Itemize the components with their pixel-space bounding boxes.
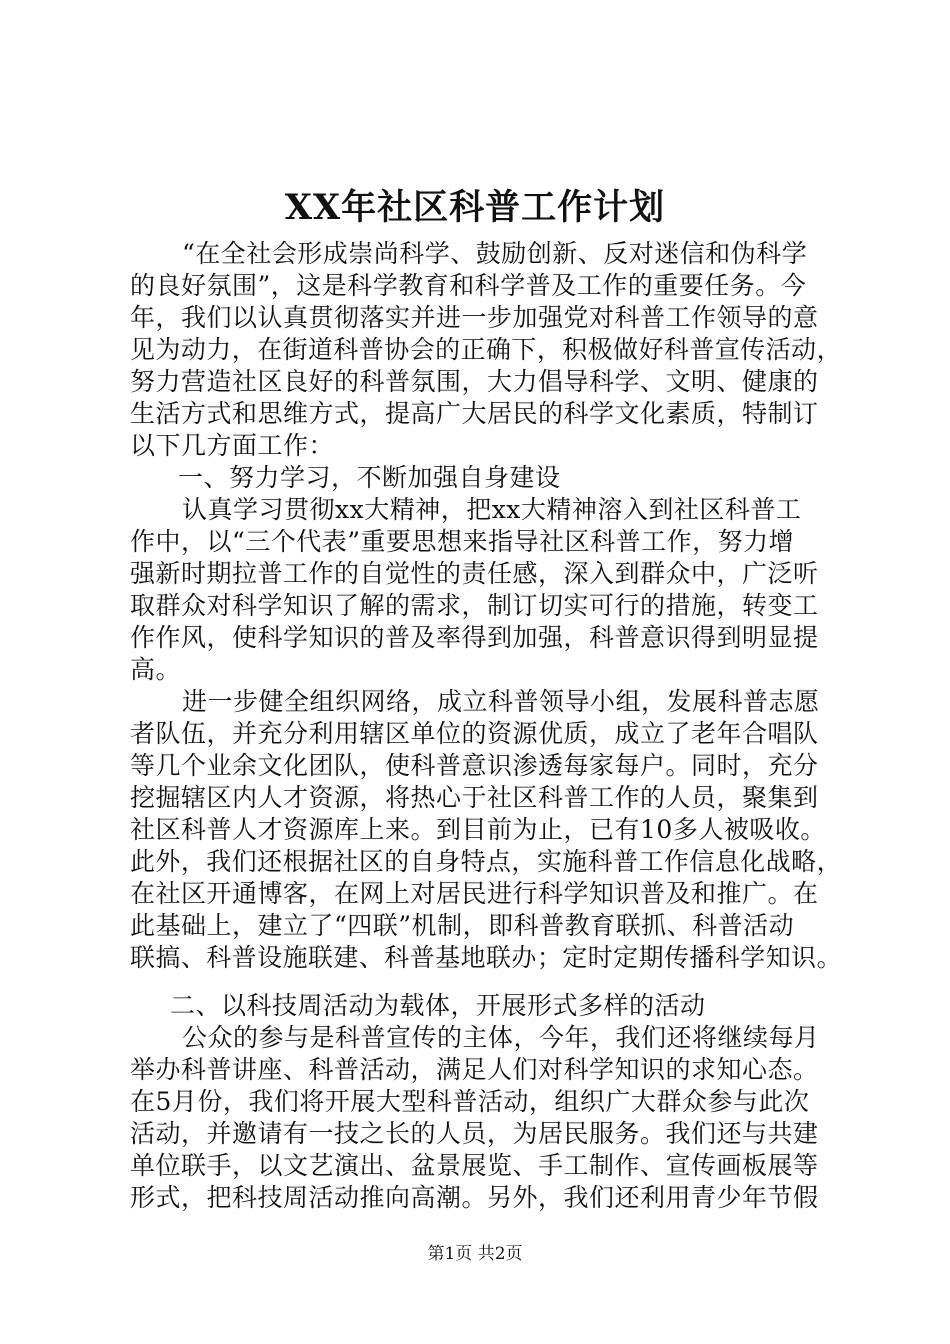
- body-text-line: 的良好氛围”，这是科学教育和科学普及工作的重要任务。今: [130, 271, 807, 300]
- body-text-line: 等几个业余文化团队，使科普意识渗透每家每户。同时，充分: [130, 751, 819, 780]
- body-text-line: 强新时期拉普工作的自觉性的责任感，深入到群众中，广泛听: [130, 559, 819, 588]
- body-text-line: 生活方式和思维方式，提高广大居民的科学文化素质，特制订: [130, 399, 819, 428]
- body-text-line: 在5月份，我们将开展大型科普活动，组织广大群众参与此次: [130, 1087, 810, 1116]
- body-text-line: 单位联手，以文艺演出、盆景展览、手工制作、宣传画板展等: [130, 1151, 819, 1180]
- body-text-line: 一、努力学习，不断加强自身建设: [178, 463, 561, 492]
- body-text-line: 认真学习贯彻xx大精神，把xx大精神溶入到社区科普工: [182, 495, 802, 524]
- body-text-line: 形式，把科技周活动推向高潮。另外，我们还利用青少年节假: [130, 1183, 819, 1212]
- page-footer: 第1页 共2页: [427, 1244, 523, 1264]
- body-text-line: 年，我们以认真贯彻落实并进一步加强党对科普工作领导的意: [130, 303, 819, 332]
- body-text-line: 作作风，使科学知识的普及率得到加强，科普意识得到明显提: [130, 623, 819, 652]
- body-text-line: 举办科普讲座、科普活动，满足人们对科学知识的求知心态。: [130, 1055, 819, 1084]
- body-text-line: 高。: [130, 655, 182, 684]
- body-text-line: 二、以科技周活动为载体，开展形式多样的活动: [170, 991, 706, 1020]
- body-text-line: 此外，我们还根据社区的自身特点，实施科普工作信息化战略，: [130, 847, 843, 876]
- page-title: XX年社区科普工作计划: [284, 187, 666, 228]
- body-text-line: 社区科普人才资源库上来。到目前为止，已有10多人被吸收。: [130, 815, 826, 844]
- body-text-line: 取群众对科学知识了解的需求，制订切实可行的措施，转变工: [130, 591, 819, 620]
- body-text-line: 进一步健全组织网络，成立科普领导小组，发展科普志愿: [182, 687, 820, 716]
- body-text-line: “在全社会形成崇尚科学、鼓励创新、反对迷信和伪科学: [182, 239, 808, 268]
- body-text-line: 挖掘辖区内人才资源，将热心于社区科普工作的人员，聚集到: [130, 783, 819, 812]
- body-text-line: 联搞、科普设施联建、科普基地联办；定时定期传播科学知识。: [130, 943, 843, 972]
- body-text-line: 作中，以“三个代表”重要思想来指导社区科普工作，努力增: [130, 527, 795, 556]
- body-text-line: 见为动力，在街道科普协会的正确下，积极做好科普宣传活动，: [130, 335, 843, 364]
- body-text-line: 公众的参与是科普宣传的主体，今年，我们还将继续每月: [182, 1023, 820, 1052]
- body-text-line: 者队伍，并充分利用辖区单位的资源优质，成立了老年合唱队: [130, 719, 819, 748]
- body-text-line: 在社区开通博客，在网上对居民进行科学知识普及和推广。在: [130, 879, 819, 908]
- body-text-line: 努力营造社区良好的科普氛围，大力倡导科学、文明、健康的: [130, 367, 819, 396]
- body-text-line: 此基础上，建立了“四联”机制，即科普教育联抓、科普活动: [130, 911, 795, 940]
- body-text-line: 以下几方面工作：: [130, 431, 335, 460]
- body-text-line: 活动，并邀请有一技之长的人员，为居民服务。我们还与共建: [130, 1119, 819, 1148]
